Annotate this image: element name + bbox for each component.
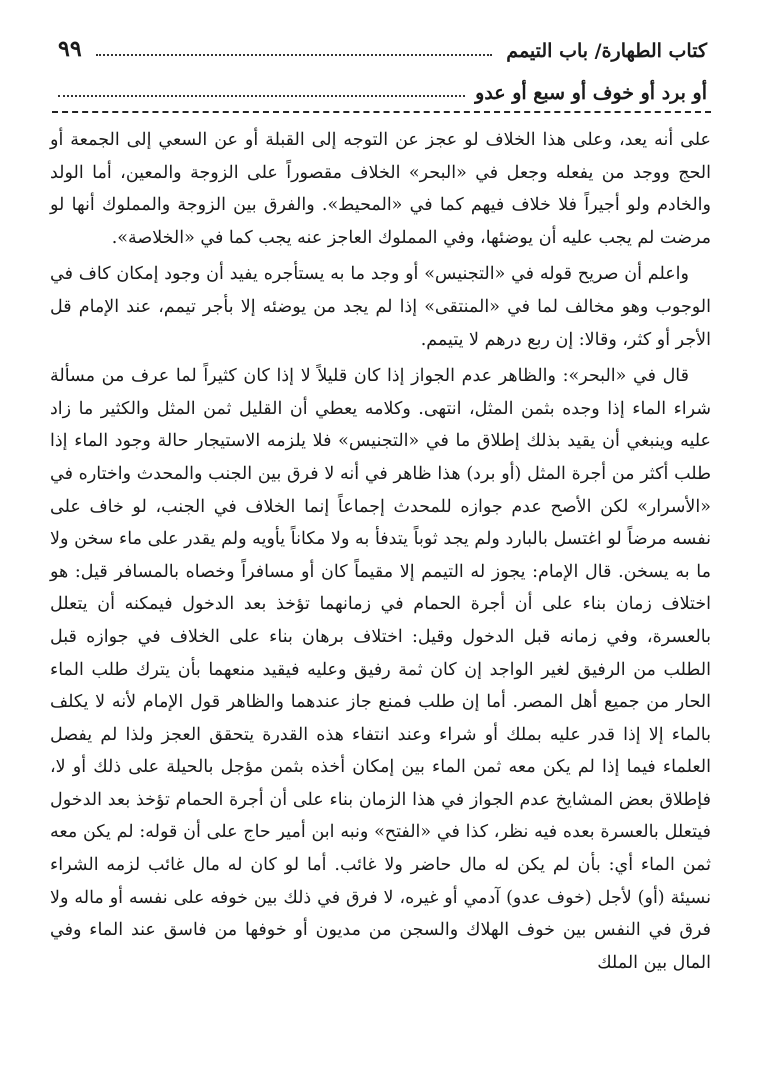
header-dotted-leader: [96, 53, 493, 56]
running-header: [58, 28, 707, 62]
matn-text: أو برد أو خوف أو سبع أو عدو: [475, 82, 707, 104]
matn-line: [58, 70, 707, 104]
matn-dotted-leader: [58, 94, 465, 97]
page-number: ٩٩: [58, 36, 82, 62]
paragraph: على أنه يعد، وعلى هذا الخلاف لو عجز عن التوجه إلى القبلة أو عن السعي إلى الجمعة أو الحج ووجد من يفعله وجعل في «البحر» الخلاف مقصوراً على الزوجة والمعين، أما الولد والخادم ولو أجيراً فلا خلاف فيهم كما في «المحيط». والفرق بين الزوجة والمملوك أنها لو مرضت لم يجب عليه أن يوضئها، وفي المملوك العاجز عنه يجب كما في «الخلاصة».: [50, 130, 711, 248]
commentary-body: [50, 124, 711, 979]
paragraph: واعلم أن صريح قوله في «التجنيس» أو وجد ما به يستأجره يفيد أن وجود إمكان كاف في الوجوب وهو مخالف لما في «المنتقى» إذا لم يجد من يوضئه إلا بأجر تيمم، عند الإمام قل الأجر أو كثر، وقالا: إن ربع درهم لا يتيمم.: [50, 264, 711, 350]
dashed-separator: [52, 111, 711, 113]
running-title: كتاب الطهارة/ باب التيمم: [506, 40, 707, 62]
paragraph: قال في «البحر»: والظاهر عدم الجواز إذا كان قليلاً لا إذا كان كثيراً لما عرف من مسألة شراء الماء إذا وجده بثمن المثل، انتهى. وكلامه يعطي أن القليل ثمن المثل والكثير ما زاد عليه وينبغي أن يقيد بذلك إطلاق ما في «التجنيس» فلا يلزمه الاستيجار حالة وجود الماء إذا طلب أكثر من أجرة المثل (أو برد) هذا ظاهر في أنه لا فرق بين الجنب والمحدث واختاره في «الأسرار» لكن الأصح عدم جوازه للمحدث إجماعاً إنما الخلاف في الجنب، لو خاف على نفسه مرضاً لو اغتسل بالبارد ولم يجد ثوباً يتدفأ به ولا مكاناً يأويه ولم يقدر على ماء سخن ولا ما به يسخن. قال الإمام: يجوز له التيمم إلا مقيماً كان أو مسافراً وخصاه بالمسافر قيل: هو اختلاف زمان بناء على أن أجرة الحمام في زمانهما تؤخذ بعد الدخول فيمكنه أن يتعلل بالعسرة، وفي زمانه قبل الدخول وقيل: اختلاف برهان بناء على الخلاف في جوازه قبل الطلب من الرفيق لغير الواجد إن كان ثمة رفيق وعليه فيقيد منعهما بأن يترك طلب الماء الحار من جميع أهل المصر. أما إن طلب فمنع جاز عندهما والظاهر قول الإمام لأنه لا يكلف بالماء إلا إذا قدر عليه بملك أو شراء وعند انتفاء هذه القدرة يتحقق العجز ولذا لم يفصل العلماء فيما إذا لم يكن معه ثمن الماء بين إمكان أخذه بثمن مؤجل بالحيلة على ذلك أو لا، فإطلاق بعض المشايخ عدم الجواز في هذا الزمان بناء على أن أجرة الحمام تؤخذ بعد الدخول فيتعلل بالعسرة بعده فيه نظر، كذا في «الفتح» ونبه ابن أمير حاج على أن قوله: لم يكن معه ثمن الماء أي: بأن لم يكن له مال حاضر ولا غائب. أما لو كان له مال غائب لزمه الشراء نسيئة (أو) لأجل (خوف عدو) آدمي أو غيره، لا فرق في ذلك بين خوفه على نفسه أو ماله ولا فرق في النفس بين خوف الهلاك والسجن من مديون أو خوفها من فاسق عند الماء وفي المال بين الملك: [50, 366, 711, 973]
